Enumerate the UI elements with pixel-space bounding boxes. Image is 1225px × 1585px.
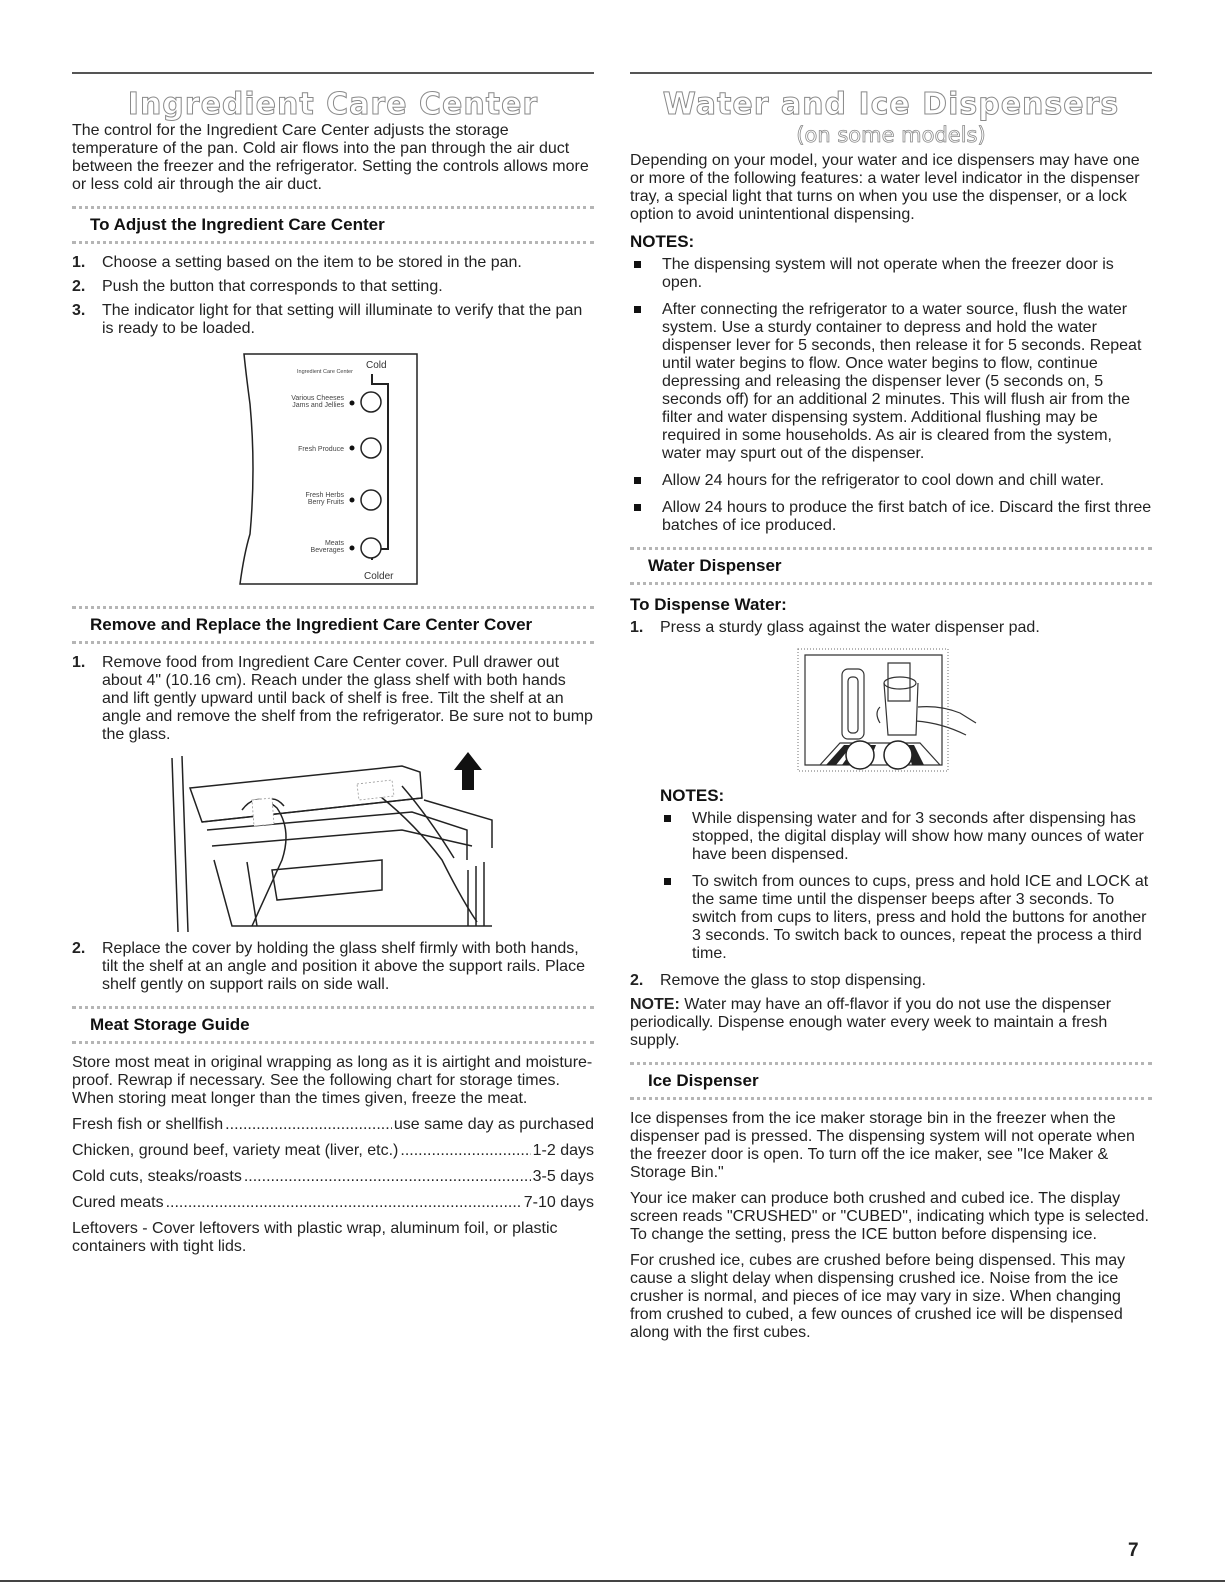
list-item: 1. Choose a setting based on the item to be stored in the pan. bbox=[72, 254, 522, 271]
arrow-up-icon bbox=[454, 752, 482, 790]
cover-steps bbox=[72, 654, 594, 744]
setting-label: Beverages bbox=[310, 547, 344, 554]
list-item: 1. Remove food from Ingredient Care Center cover. Pull drawer out about 4" (10.16 cm). Reach under the glass shelf with both hands and lift gently upward until back of shelf is free. Tilt the shelf at an angle and remove the shelf from the refrigerator. Be sure not to bump the glass. bbox=[72, 654, 593, 743]
notes-label: NOTES: bbox=[630, 232, 695, 251]
panel-header: Ingredient Care Center bbox=[297, 369, 353, 375]
water-heading: Water Dispenser bbox=[630, 547, 1152, 585]
setting-label: Fresh Herbs bbox=[305, 492, 344, 499]
list-item: While dispensing water and for 3 seconds after dispensing has stopped, the digital display will show how many ounces of water have been dispensed. bbox=[660, 810, 1152, 864]
setting-label: Berry Fruits bbox=[307, 499, 344, 506]
list-item: The dispensing system will not operate when the freezer door is open. bbox=[630, 256, 1152, 292]
indicator-light-icon bbox=[350, 401, 355, 406]
adjust-heading: To Adjust the Ingredient Care Center bbox=[72, 206, 594, 244]
top-rule bbox=[630, 72, 1152, 74]
table-row: Cured meats ..... 7-10 days bbox=[72, 1194, 594, 1212]
inner-notes-list bbox=[660, 810, 1152, 963]
setting-label: Fresh Produce bbox=[298, 446, 344, 453]
setting-label: Meats bbox=[324, 540, 344, 547]
list-item: 3. The indicator light for that setting will illuminate to verify that the pan is ready to be loaded. bbox=[72, 302, 583, 337]
list-item: After connecting the refrigerator to a water source, flush the water system. Use a sturdy container to depress and hold the water dispenser lever for 5 seconds, then release it for 5 seconds. Repeat until water begins to flow. Once water begins to flow, continue depressing and releasing the dispenser lever (5 seconds on, 5 seconds off) for an additional 2 minutes. This will flush air from the filter and water dispensing system. Additional flushing may be required in some households. As air is cleared from the system, water may spurt out of the dispenser. bbox=[630, 301, 1152, 463]
notes-list bbox=[630, 256, 1152, 535]
setting-label: Various Cheeses bbox=[291, 395, 344, 402]
list-item: 1. Press a sturdy glass against the water dispenser pad. bbox=[630, 619, 1040, 636]
dispense-steps-cont bbox=[630, 972, 1152, 990]
meat-intro: Store most meat in original wrapping as long as it is airtight and moisture-proof. Rewrap if necessary. See the following chart for storage times. When storing meat longer than the times given, freeze the meat. bbox=[72, 1054, 593, 1107]
list-item: 2. Push the button that corresponds to that setting. bbox=[72, 278, 443, 295]
page-number: 7 bbox=[1128, 1540, 1139, 1561]
list-item: To switch from ounces to cups, press and hold ICE and LOCK at the same time until the dispenser beeps after 3 seconds. To switch from cups to liters, press and hold the buttons for another 3 seconds. To switch back to ounces, repeat the process a third time. bbox=[660, 873, 1152, 963]
colder-label: Colder bbox=[364, 571, 394, 582]
setting-button[interactable] bbox=[361, 438, 381, 458]
setting-button[interactable] bbox=[361, 538, 381, 558]
list-item: 2. Replace the cover by holding the glass shelf firmly with both hands, tilt the shelf at an angle and position it above the support rails. Place shelf gently on support rails on side wall. bbox=[72, 940, 585, 993]
right-column bbox=[630, 72, 1152, 1350]
left-column bbox=[72, 72, 594, 1264]
section-title: Water and Ice Dispensers bbox=[662, 87, 1120, 122]
setting-button[interactable] bbox=[361, 392, 381, 412]
list-item: Allow 24 hours for the refrigerator to cool down and chill water. bbox=[630, 472, 1152, 490]
ice-heading: Ice Dispenser bbox=[630, 1062, 1152, 1100]
intro-paragraph: Depending on your model, your water and ice dispensers may have one or more of the following features: a water level indicator in the dispenser tray, a special light that turns on when you use the dispenser, or a lock option to avoid unintentional dispensing. bbox=[630, 152, 1140, 223]
intro-paragraph: The control for the Ingredient Care Center adjusts the storage temperature of the pan. Cold air flows into the pan through the air duct between the freezer and the refrigerator. Setting the controls allows more or less cold air through the air duct. bbox=[72, 122, 589, 193]
dispense-steps bbox=[630, 619, 1152, 637]
inner-notes-label: NOTES: bbox=[660, 786, 725, 805]
cold-label: Cold bbox=[366, 360, 387, 371]
setting-label: Jams and Jellies bbox=[292, 402, 344, 409]
note-paragraph: NOTE: Water may have an off-flavor if you do not use the dispenser periodically. Dispense enough water every week to maintain a fresh supply. bbox=[630, 996, 1112, 1049]
table-row: Cold cuts, steaks/roasts ..... 3-5 days bbox=[72, 1168, 594, 1186]
inner-notes-block bbox=[660, 786, 1152, 963]
list-item: 2. Remove the glass to stop dispensing. bbox=[630, 972, 926, 989]
cover-steps-cont bbox=[72, 940, 594, 994]
dispense-label: To Dispense Water: bbox=[630, 595, 787, 614]
table-row: Chicken, ground beef, variety meat (liver, etc.) ..... 1-2 days bbox=[72, 1142, 594, 1160]
ice-paragraph: Your ice maker can produce both crushed and cubed ice. The display screen reads "CRUSHED" or "CUBED", indicating which type is selected. To change the setting, press the ICE button before dispensing ice. bbox=[630, 1190, 1149, 1243]
control-panel-illustration bbox=[72, 344, 594, 594]
indicator-light-icon bbox=[350, 498, 355, 503]
setting-button[interactable] bbox=[361, 490, 381, 510]
top-rule bbox=[72, 72, 594, 74]
bottom-rule bbox=[0, 1580, 1225, 1582]
section-title: Ingredient Care Center bbox=[127, 87, 539, 122]
ice-paragraph: For crushed ice, cubes are crushed before being dispensed. This may cause a slight delay when dispensing crushed ice. Noise from the ice crusher is normal, and pieces of ice may vary in size. When changing from crushed to cubed, a few ounces of crushed ice will be dispensed along with the first cubes. bbox=[630, 1252, 1126, 1341]
section-subtitle: (on some models) bbox=[796, 123, 986, 147]
ice-paragraph: Ice dispenses from the ice maker storage bin in the freezer when the dispenser pad is pressed. The dispensing system will not operate when the freezer door is open. To turn off the ice maker, see "Ice Maker & Storage Bin." bbox=[630, 1110, 1135, 1181]
cover-heading: Remove and Replace the Ingredient Care Center Cover bbox=[72, 606, 594, 644]
meat-heading: Meat Storage Guide bbox=[72, 1006, 594, 1044]
shelf-removal-illustration bbox=[72, 750, 594, 940]
list-item: Allow 24 hours to produce the first batch of ice. Discard the first three batches of ice produced. bbox=[630, 499, 1152, 535]
water-dispenser-illustration bbox=[630, 643, 1152, 778]
indicator-light-icon bbox=[350, 546, 355, 551]
table-row: Fresh fish or shellfish ..... use same day as purchased bbox=[72, 1116, 594, 1134]
leftovers-note: Leftovers - Cover leftovers with plastic wrap, aluminum foil, or plastic containers with tight lids. bbox=[72, 1220, 558, 1255]
adjust-steps bbox=[72, 254, 594, 338]
indicator-light-icon bbox=[350, 446, 355, 451]
